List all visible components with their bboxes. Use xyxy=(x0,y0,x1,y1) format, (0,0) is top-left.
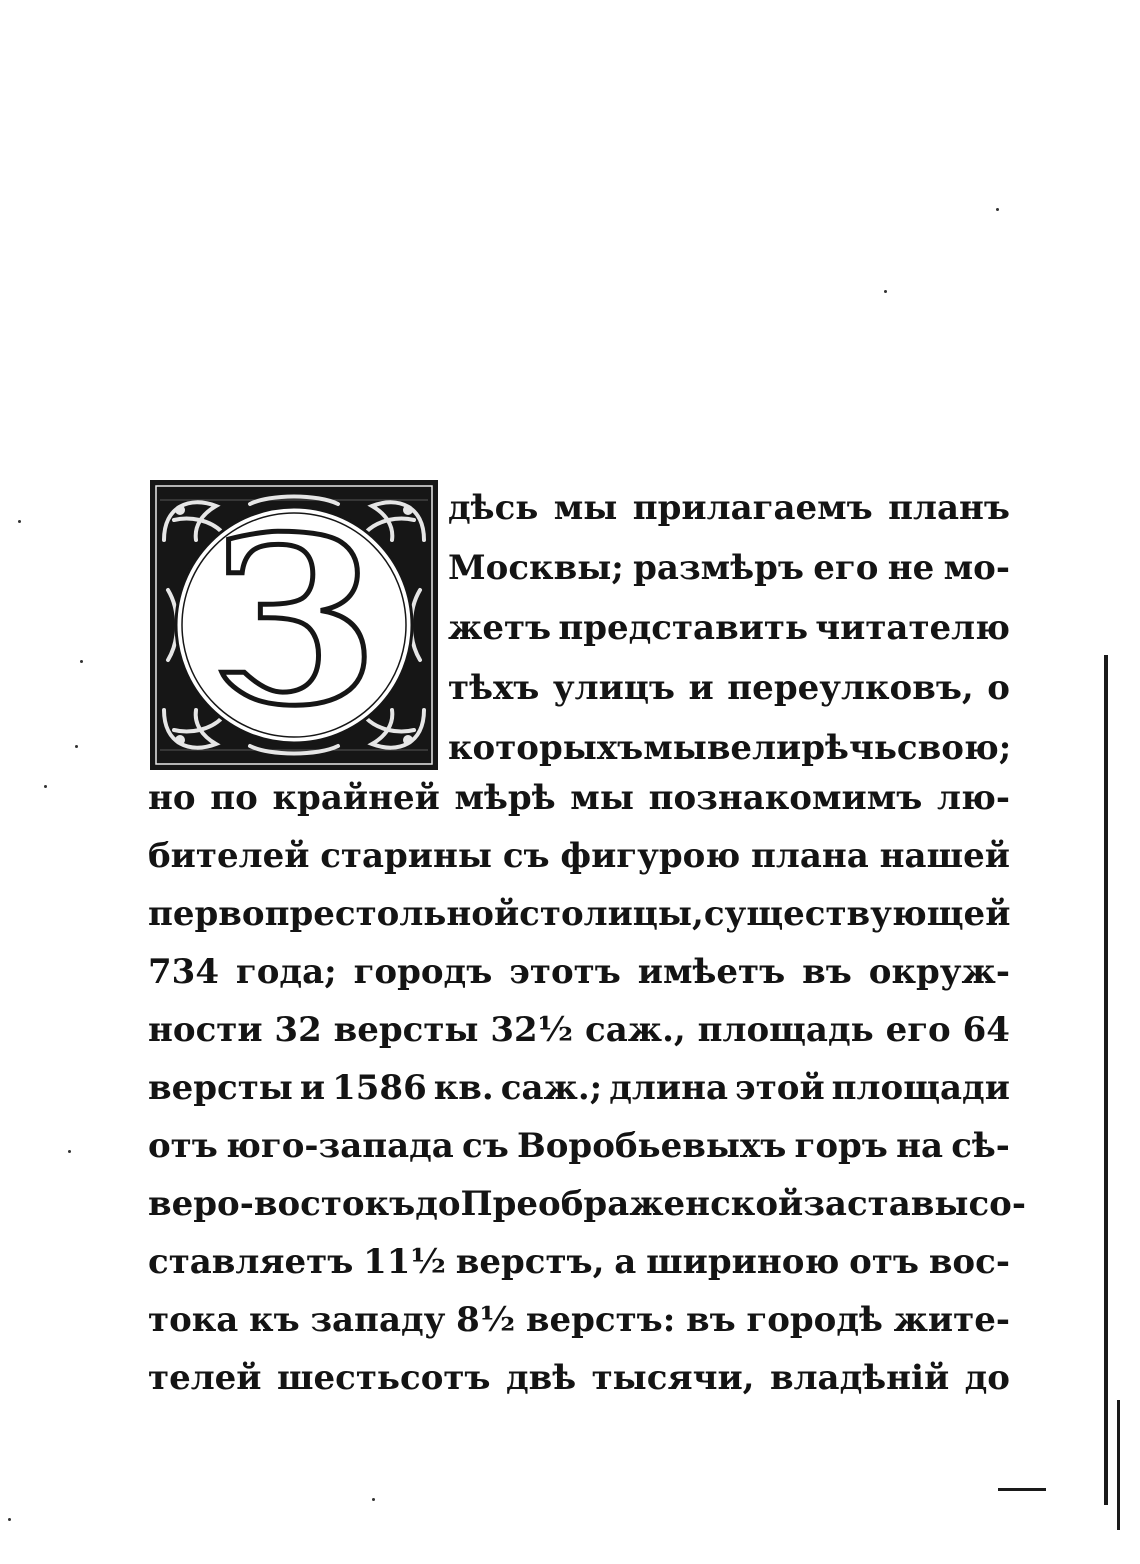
decorative-initial xyxy=(150,480,438,770)
text-line-9: 734 года; городъ этотъ имѣетъ въ окруж- xyxy=(148,952,1010,992)
scan-speck xyxy=(8,1518,11,1521)
text-line-12: отъ юго-запада съ Воробьевыхъ горъ на сѣ- xyxy=(148,1126,1010,1166)
text-line-7: бителей старины съ фигурою плана нашей xyxy=(148,836,1010,876)
text-line-5: которыхъ мы вели рѣчь свою; xyxy=(448,728,1012,768)
scan-speck xyxy=(80,660,83,663)
dropcap-letter: З xyxy=(211,487,377,757)
scan-speck xyxy=(75,745,78,748)
scan-speck xyxy=(372,1498,375,1501)
scan-speck xyxy=(44,785,47,788)
text-line-10: ности 32 версты 32½ саж., площадь его 64 xyxy=(148,1010,1010,1050)
text-line-4: тѣхъ улицъ и переулковъ, о xyxy=(448,668,1010,708)
scan-speck xyxy=(18,520,21,523)
scan-edge-line-lower xyxy=(1117,1400,1120,1530)
text-line-1: дѣсь мы прилагаемъ планъ xyxy=(448,488,1010,528)
text-line-2: Москвы; размѣръ его не мо- xyxy=(448,548,1010,588)
ornamental-initial-z-icon xyxy=(150,480,438,770)
text-line-11: версты и 1586 кв. саж.; длина этой площади xyxy=(148,1068,1010,1108)
scan-dash xyxy=(998,1488,1046,1491)
text-line-3: жетъ представить читателю xyxy=(448,608,1010,648)
scan-speck xyxy=(996,208,999,211)
text-line-8: первопрестольной столицы, существующей xyxy=(148,894,1011,934)
scan-speck xyxy=(884,290,887,293)
scan-speck xyxy=(68,1150,71,1153)
text-line-13: веро-востокъ до Преображенской заставы со- xyxy=(148,1184,1026,1224)
text-line-6: но по крайней мѣрѣ мы познакомимъ лю- xyxy=(148,778,1010,818)
text-line-14: ставляетъ 11½ верстъ, а шириною отъ вос- xyxy=(148,1242,1010,1282)
text-line-16: телей шестьсотъ двѣ тысячи, владѣній до xyxy=(148,1358,1010,1398)
scan-edge-line xyxy=(1104,655,1108,1505)
text-line-15: тока къ западу 8½ верстъ: въ городѣ жите- xyxy=(148,1300,1010,1340)
